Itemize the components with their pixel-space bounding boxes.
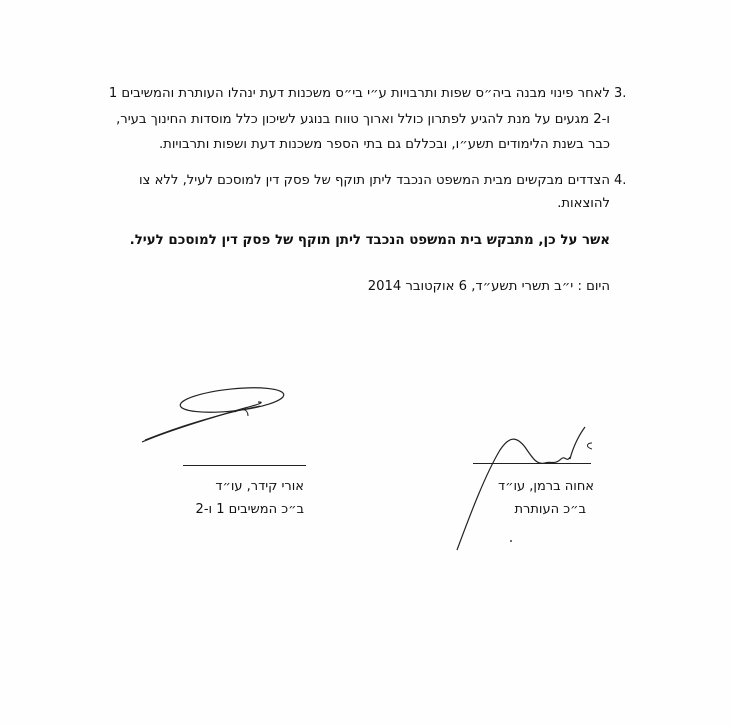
signer-role-left: ב״כ המשיבים 1 ו-2 — [195, 502, 304, 517]
paragraph-4-line-2: להוצאות. — [557, 196, 610, 211]
signer-role-right: ב״כ העותרת — [514, 502, 586, 517]
paragraph-number: 3. — [614, 86, 627, 101]
paragraph-4-line-1: הצדדים מבקשים מבית המשפט הנכבד ליתן תוקף של פסק דין למוסכם לעיל, ללא צו — [138, 173, 610, 188]
paragraph-number: 4. — [614, 173, 627, 188]
signature-left-icon — [140, 380, 290, 450]
paragraph-3-line-1: לאחר פינוי מבנה ביה״ס שפות ותרבויות ע״י בי״ס משכנות דעת ינהלו העותרת והמשיבים 1 — [108, 86, 610, 101]
conclusion-statement: אשר על כן, מתבקש בית המשפט הנכבד ליתן תוקף של פסק דין למוסכם לעיל. — [129, 233, 610, 248]
signature-line-right — [473, 463, 591, 464]
date-line: היום : י״ב תשרי תשע״ד, 6 אוקטובר 2014 — [367, 279, 610, 294]
signer-name-left: אורי קידר, עו״ד — [215, 479, 304, 494]
signature-line-left — [183, 465, 306, 466]
signer-name-right: אחוה ברמן, עו״ד — [498, 479, 594, 494]
paragraph-3-line-3: כבר בשנת הלימודים תשע״ו, ובכללם גם בתי הספר משכנות דעת ושפות ותרבויות. — [158, 137, 610, 152]
paragraph-3-line-2: ו-2 מגעים על מנת להגיע לפתרון כולל וארוך טווח בנוגע לשיכון כלל מוסדות החינוך בעיר, — [116, 112, 610, 127]
ink-dot — [510, 540, 512, 542]
